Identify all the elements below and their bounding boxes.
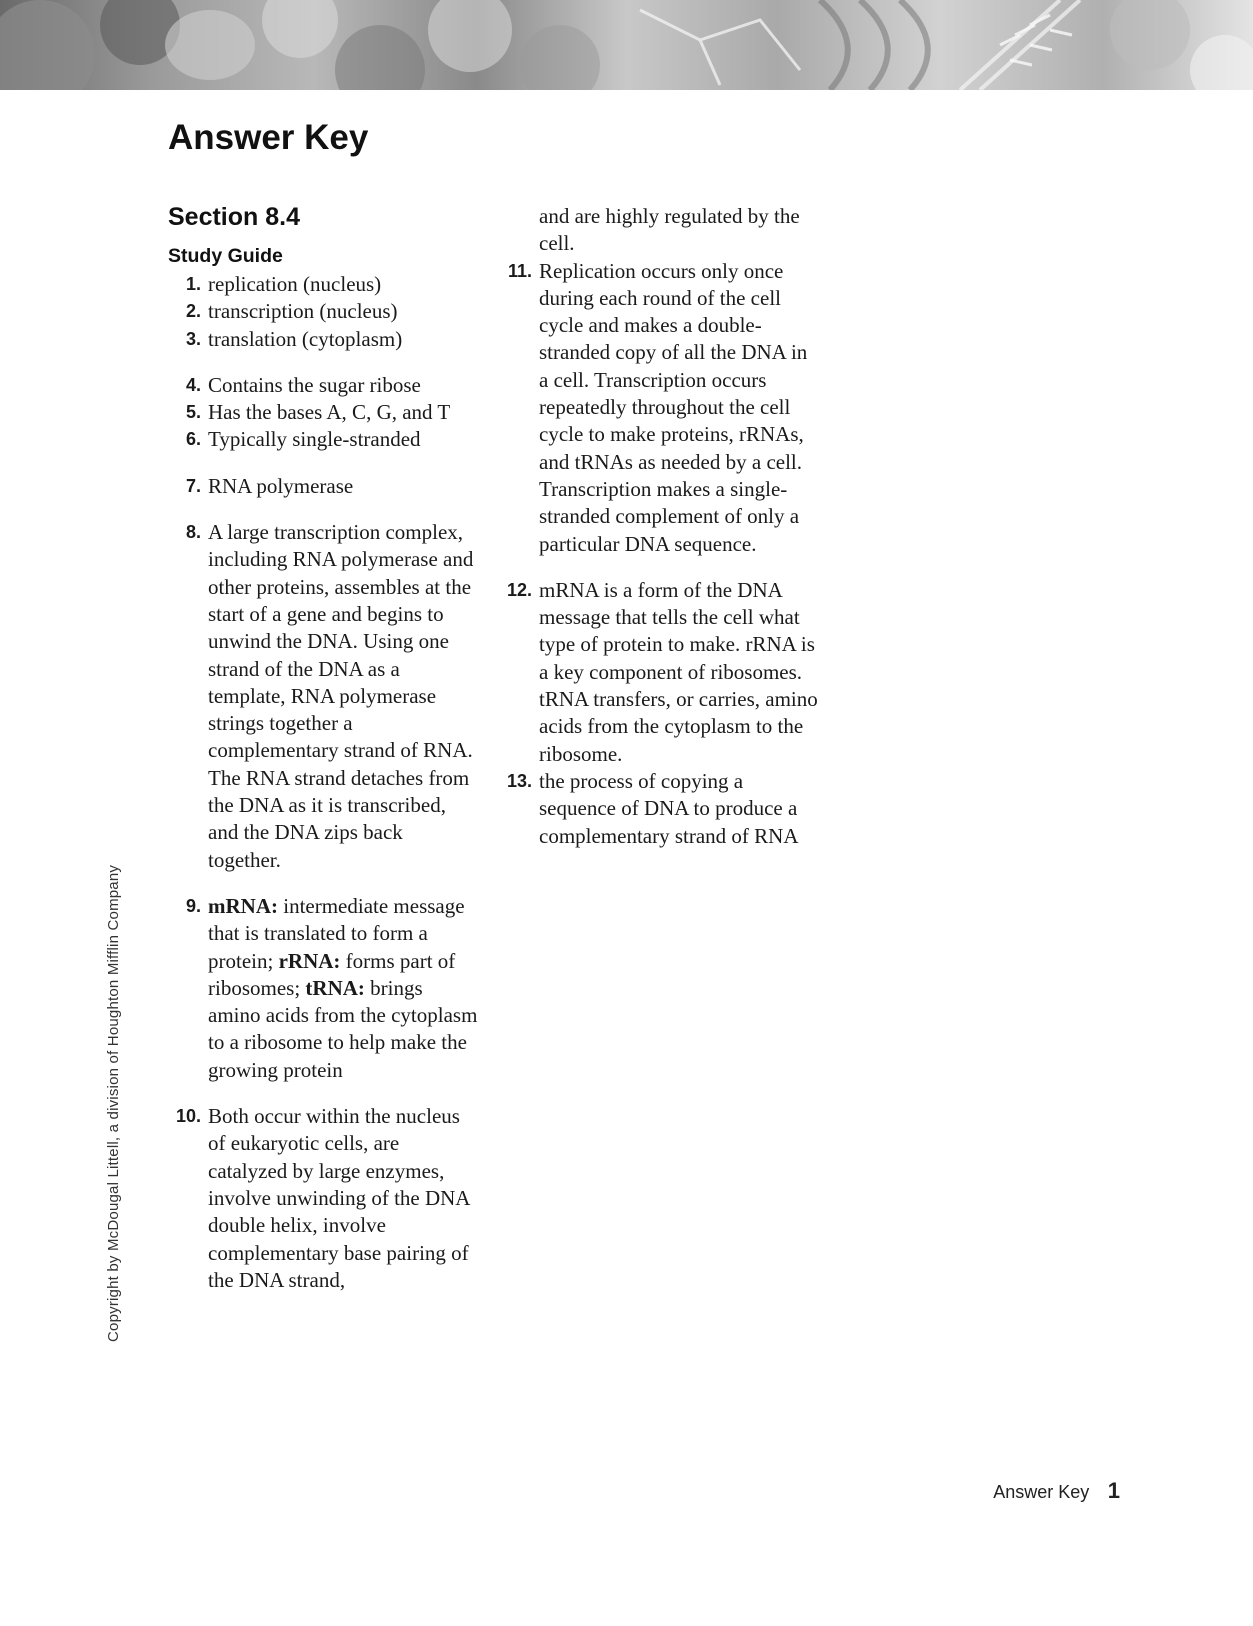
answer-number: 4. bbox=[185, 374, 201, 395]
answer-number: 10. bbox=[175, 1106, 201, 1127]
banner-photo-collage bbox=[0, 0, 1253, 90]
answer-text: the process of copying a sequence of DNA to produce a complementary strand of RNA bbox=[539, 768, 799, 848]
page-footer bbox=[993, 1478, 1120, 1504]
answer-text: Both occur within the nucleus of eukaryotic cells, are catalyzed by large enzymes, involve unwinding of the DNA double helix, involve complementary base pairing of the DNA strand, bbox=[208, 1104, 470, 1292]
trna-term: tRNA: bbox=[305, 975, 365, 1000]
answer-item-11 bbox=[500, 258, 820, 558]
answer-text: Has the bases A, C, G, and T bbox=[208, 400, 451, 425]
answer-item-1 bbox=[168, 271, 478, 298]
answer-text: Typically single-stranded bbox=[208, 427, 421, 452]
answer-number: 8. bbox=[185, 522, 201, 543]
answer-number: 1. bbox=[185, 274, 201, 294]
answer-item-2 bbox=[168, 298, 478, 325]
section-heading: Section 8.4 bbox=[168, 203, 300, 231]
answer-10-continued: and are highly regulated by the cell. bbox=[539, 204, 800, 256]
answer-text bbox=[208, 893, 478, 1084]
answer-item-10 bbox=[168, 1103, 478, 1294]
answer-item-9 bbox=[168, 893, 478, 1084]
answer-item-6 bbox=[168, 426, 478, 453]
answer-text: transcription (nucleus) bbox=[208, 299, 398, 324]
answer-text: RNA polymerase bbox=[208, 473, 354, 498]
answer-number: 5. bbox=[185, 402, 201, 423]
header-banner-image bbox=[0, 0, 1253, 90]
mrna-definition: intermediate message that is translated to form a protein; bbox=[208, 893, 465, 973]
answer-number: 9. bbox=[185, 895, 201, 916]
answer-item-4 bbox=[168, 372, 478, 399]
answer-text: translation (cytoplasm) bbox=[208, 326, 403, 351]
column-left bbox=[168, 202, 478, 1294]
rrna-definition: forms part of ribosomes; bbox=[208, 948, 456, 1000]
study-guide-heading: Study Guide bbox=[168, 245, 283, 267]
footer-label: Answer Key bbox=[993, 1482, 1090, 1502]
answer-number: 13. bbox=[506, 770, 532, 791]
answer-item-13 bbox=[500, 768, 820, 850]
answer-number: 12. bbox=[506, 579, 532, 600]
answer-text: A large transcription complex, including RNA polymerase and other proteins, assembles at the start of a gene and begins to unwind the DNA. Using one strand of the DNA as a template, RNA polymerase strings together a complementary strand of RNA. The RNA strand detaches from the DNA as it is transcribed, and the DNA zips back together. bbox=[208, 520, 474, 872]
answer-item-5 bbox=[168, 399, 478, 426]
answer-text: Contains the sugar ribose bbox=[208, 372, 421, 397]
rrna-term: rRNA: bbox=[278, 948, 341, 973]
answer-number: 3. bbox=[185, 328, 201, 349]
answer-item-3 bbox=[168, 326, 478, 353]
answer-text: mRNA is a form of the DNA message that tells the cell what type of protein to make. rRNA is a key component of ribosomes. tRNA transfers, or carries, amino acids from the cytoplasm to the ribosome. bbox=[539, 577, 818, 766]
trna-definition: brings amino acids from the cytoplasm to a ribosome to help make the growing protein bbox=[208, 975, 478, 1082]
answer-text: Replication occurs only once during each round of the cell cycle and makes a double-stranded copy of all the DNA in a cell. Transcription occurs repeatedly throughout the cell cycle to make proteins, rRNAs, and tRNAs as needed by a cell. Transcription makes a single-stranded complement of only a particular DNA sequence. bbox=[539, 258, 808, 556]
answer-item-8 bbox=[168, 519, 478, 874]
answer-text: replication (nucleus) bbox=[208, 272, 382, 296]
answer-number: 7. bbox=[185, 475, 201, 496]
answer-item-12 bbox=[500, 577, 820, 768]
copyright-notice: Copyright by McDougal Littell, a division of Houghton Mifflin Company bbox=[105, 864, 122, 1342]
page-title: Answer Key bbox=[168, 118, 369, 157]
answer-item-7 bbox=[168, 473, 478, 500]
page-number: 1 bbox=[1107, 1478, 1120, 1503]
answer-number: 6. bbox=[185, 429, 201, 450]
answer-number: 2. bbox=[185, 301, 201, 322]
column-right bbox=[500, 203, 820, 850]
mrna-term: mRNA: bbox=[208, 893, 278, 918]
answer-number: 11. bbox=[507, 260, 532, 281]
